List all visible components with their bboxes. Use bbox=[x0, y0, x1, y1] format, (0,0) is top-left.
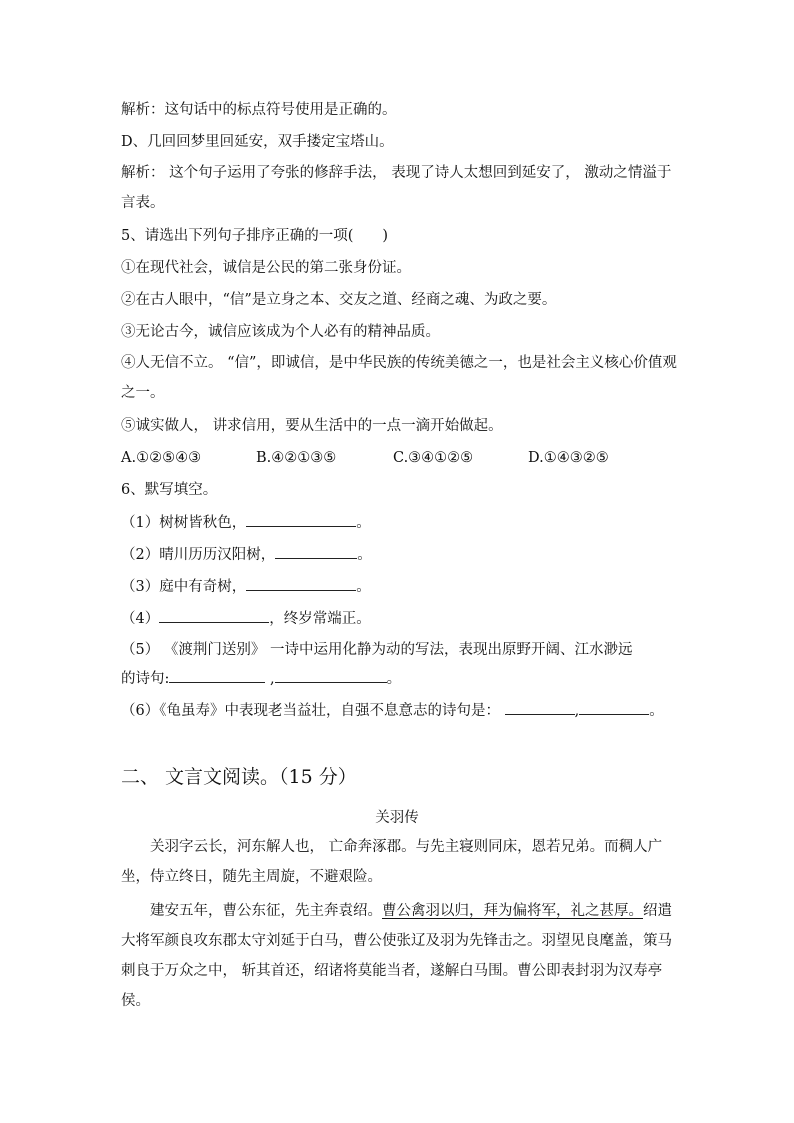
q6-item-6-sep: , bbox=[574, 703, 580, 719]
q6-item-1-end: 。 bbox=[356, 515, 371, 531]
q5-options bbox=[121, 448, 609, 468]
q6-item-2-end: 。 bbox=[357, 547, 372, 563]
q6-item-6-end: 。 bbox=[649, 703, 664, 719]
q6-item-5-line-2 bbox=[121, 668, 401, 689]
q5-sentence-3: ③无论古今，诚信应该成为个人必有的精神品质。 bbox=[121, 324, 440, 340]
q6-item-2-text: （2）晴川历历汉阳树， bbox=[121, 547, 276, 563]
q5-option-d[interactable]: D.①④③②⑤ bbox=[528, 450, 609, 466]
q6-item-3 bbox=[121, 576, 371, 597]
q6-item-2-blank[interactable] bbox=[275, 544, 357, 559]
option-d: D、几回回梦里回延安，双手搂定宝塔山。 bbox=[121, 134, 394, 150]
q6-item-3-blank[interactable] bbox=[246, 576, 356, 591]
q6-item-1-blank[interactable] bbox=[246, 512, 356, 527]
q5-stem: 5、请选出下列句子排序正确的一项( ) bbox=[121, 228, 389, 244]
q6-item-5-blank-2[interactable] bbox=[275, 668, 387, 683]
q5-option-a[interactable]: A.①②⑤④③ bbox=[121, 450, 202, 466]
section-2-title: 二、 文言文阅读。（15 分） bbox=[121, 766, 357, 788]
q6-item-1-text: （1）树树皆秋色， bbox=[121, 515, 247, 531]
q5-option-c[interactable]: C.③④①②⑤ bbox=[393, 450, 474, 466]
q5-sentence-4: ④人无信不立。 “信”，即诚信，是中华民族的传统美德之一，也是社会主义核心价值观之一。 bbox=[121, 355, 677, 401]
q6-item-5-text: 的诗句: bbox=[121, 671, 170, 687]
q5-option-b[interactable]: B.④②①③⑤ bbox=[256, 450, 337, 466]
q6-item-6-blank-1[interactable] bbox=[505, 700, 575, 715]
q6-item-6-text: （6）《龟虽寿》中表现老当益壮，自强不息意志的诗句是： bbox=[121, 703, 505, 719]
q6-item-1 bbox=[121, 512, 371, 533]
q6-stem: 6、默写填空。 bbox=[121, 482, 218, 498]
q5-sentence-1: ①在现代社会，诚信是公民的第二张身份证。 bbox=[121, 260, 411, 276]
passage-paragraph-2-start: 建安五年，曹公东征，先主奔袁绍。 bbox=[150, 903, 382, 919]
q6-item-6-blank-2[interactable] bbox=[579, 700, 649, 715]
q5-sentence-5: ⑤诚实做人， 讲求信用，要从生活中的一点一滴开始做起。 bbox=[121, 418, 503, 434]
passage-title: 关羽传 bbox=[375, 810, 419, 826]
q6-item-4-blank[interactable] bbox=[159, 608, 269, 623]
underlined-sentence: 曹公禽羽以归，拜为偏将军，礼之甚厚。 bbox=[382, 903, 643, 919]
passage-paragraph-2-rest: 绍遣大将军颜良攻东郡太守刘延于白马，曹公使张辽及羽为先锋击之。羽望见良麾盖，策马刺良于万众之中， 斩其首还，绍诸将莫能当者，遂解白马围。曹公即表封羽为汉寿亭侯。 bbox=[121, 903, 672, 1009]
q6-item-4-text: （4） bbox=[121, 611, 160, 627]
q6-item-3-text: （3）庭中有奇树， bbox=[121, 579, 247, 595]
passage-paragraph-1: 关羽字云长，河东解人也， 亡命奔涿郡。与先主寝则同床，恩若兄弟。而稠人广坐，侍立终日，随先主周旋，不避艰险。 bbox=[121, 839, 663, 885]
q6-item-3-end: 。 bbox=[356, 579, 371, 595]
q5-sentence-2: ②在古人眼中，“信”是立身之本、交友之道、经商之魂、为政之要。 bbox=[121, 292, 557, 308]
q6-item-4 bbox=[121, 608, 371, 629]
q6-item-4-end: ，终岁常端正。 bbox=[269, 611, 371, 627]
passage-paragraph-2 bbox=[121, 896, 677, 1016]
q6-item-6 bbox=[121, 700, 664, 721]
q6-item-5-sep: , bbox=[265, 671, 275, 687]
analysis-c: 解析：这句话中的标点符号使用是正确的。 bbox=[121, 102, 397, 118]
q6-item-5-blank-1[interactable] bbox=[169, 668, 265, 683]
analysis-d: 解析： 这个句子运用了夸张的修辞手法， 表现了诗人太想回到延安了， 激动之情溢于言表。 bbox=[121, 165, 672, 211]
q6-item-5-end: 。 bbox=[386, 671, 402, 687]
q6-item-5-line-1: （5） 《渡荆门送别》 一诗中运用化静为动的写法，表现出原野开阔、江水渺远 bbox=[121, 642, 633, 658]
q6-item-2 bbox=[121, 544, 372, 565]
